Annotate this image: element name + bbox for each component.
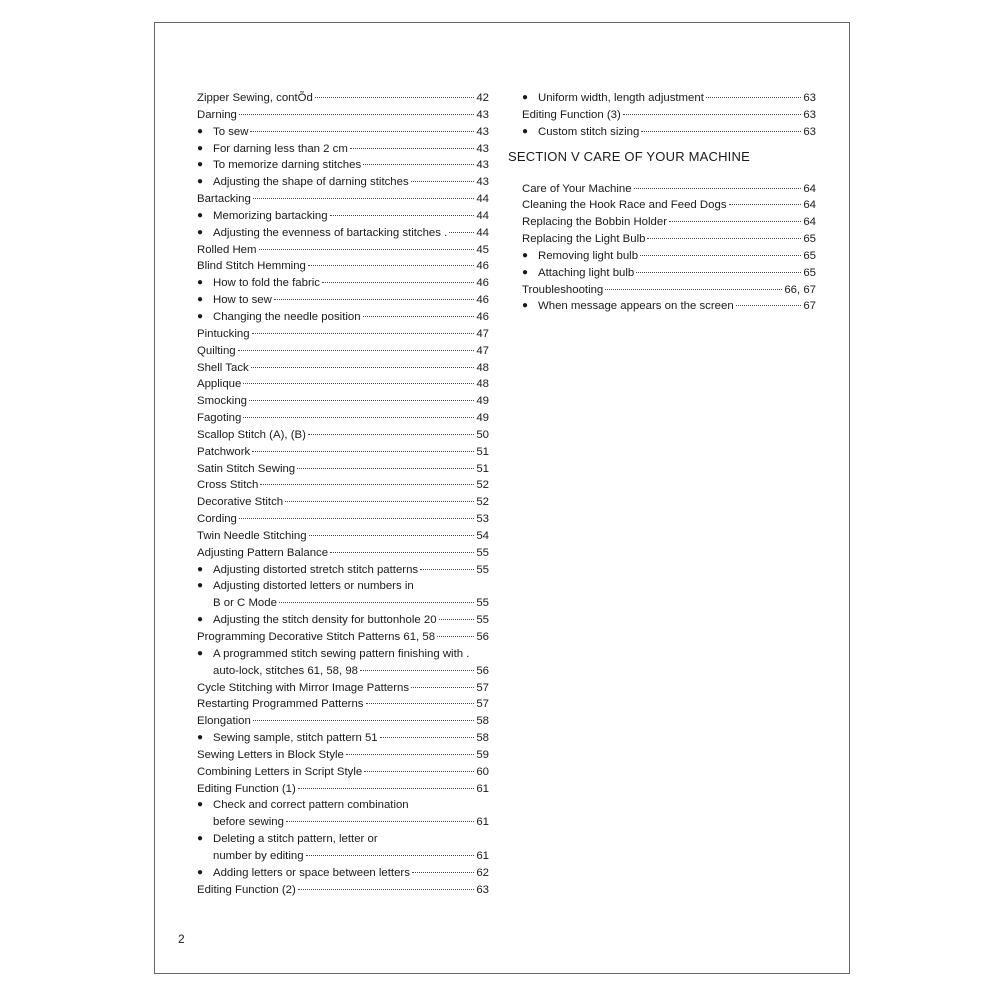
toc-entry-title: Satin Stitch Sewing	[197, 462, 296, 475]
dot-leader	[253, 198, 475, 199]
toc-entry	[197, 528, 489, 545]
toc-entry	[197, 494, 489, 511]
section-heading: SECTION V CARE OF YOUR MACHINE	[508, 148, 750, 164]
toc-entry	[522, 197, 816, 214]
bullet-icon: ●	[197, 125, 204, 137]
toc-subentry	[197, 578, 489, 612]
dot-leader	[243, 383, 474, 384]
toc-entry-title: Cycle Stitching with Mirror Image Patterns	[197, 681, 410, 694]
toc-entry	[197, 360, 489, 377]
bullet-icon: ●	[197, 833, 204, 845]
bullet-icon: ●	[522, 266, 529, 278]
bullet-icon: ●	[197, 563, 204, 575]
toc-entry	[522, 282, 816, 299]
toc-entry-title: Replacing the Bobbin Holder	[522, 216, 668, 229]
toc-page-number: 66, 67	[784, 283, 816, 296]
dot-leader	[623, 114, 802, 115]
toc-page-number: 43	[476, 108, 489, 121]
dot-leader	[315, 97, 474, 98]
dot-leader	[669, 221, 801, 222]
toc-page-number: 63	[476, 883, 489, 896]
bullet-icon: ●	[522, 125, 529, 137]
toc-page-number: 43	[476, 142, 489, 155]
toc-entry	[197, 376, 489, 393]
dot-leader	[252, 451, 474, 452]
toc-page-number: 63	[803, 92, 816, 104]
toc-page-number: 61	[476, 816, 489, 829]
toc-entry-title: How to sew	[213, 294, 272, 307]
toc-entry	[197, 242, 489, 259]
dot-leader	[322, 282, 474, 283]
toc-page-number: 55	[476, 563, 489, 576]
bullet-icon: ●	[197, 310, 204, 322]
toc-subentry	[522, 124, 816, 141]
page-number: 2	[178, 932, 185, 946]
toc-entry	[197, 444, 489, 461]
toc-entry	[197, 629, 489, 646]
bullet-icon: ●	[197, 732, 204, 744]
toc-subentry	[197, 141, 489, 158]
toc-subentry	[197, 174, 489, 191]
dot-leader	[360, 670, 474, 671]
toc-entry	[197, 107, 489, 124]
toc-subentry	[197, 292, 489, 309]
toc-entry-title: B or C Mode	[213, 597, 277, 610]
dot-leader	[249, 400, 474, 401]
toc-entry-title: Memorizing bartacking	[213, 209, 328, 222]
toc-entry-title: When message appears on the screen	[538, 300, 734, 313]
toc-entry	[197, 713, 489, 730]
toc-entry-title: Bartacking	[197, 193, 251, 206]
bullet-icon: ●	[522, 249, 529, 261]
toc-subentry	[197, 612, 489, 629]
toc-page-number: 44	[476, 226, 489, 239]
toc-page-number: 46	[476, 277, 489, 290]
dot-leader	[641, 131, 801, 132]
dot-leader	[298, 889, 475, 890]
dot-leader	[411, 687, 474, 688]
toc-entry-title: Sewing sample, stitch pattern 51	[213, 732, 378, 745]
toc-entry-title: Adjusting the evenness of bartacking stitches .	[213, 226, 448, 239]
toc-page-number: 58	[476, 732, 489, 745]
toc-page-number: 46	[476, 260, 489, 273]
toc-page-number: 65	[803, 249, 816, 262]
dot-leader	[439, 619, 475, 620]
toc-entry-title: Adjusting distorted stretch stitch patterns	[213, 563, 419, 576]
dot-leader	[605, 289, 782, 290]
toc-entry	[197, 258, 489, 275]
toc-entry-title: Custom stitch sizing	[538, 125, 640, 138]
toc-entry	[522, 107, 816, 124]
toc-entry-title: A programmed stitch sewing pattern finishing with .	[213, 647, 470, 660]
toc-entry-title: Pintucking	[197, 327, 250, 340]
toc-entry-title: Editing Function (1)	[197, 782, 296, 795]
toc-entry	[522, 231, 816, 248]
toc-entry	[197, 882, 489, 899]
bullet-icon: ●	[197, 277, 204, 289]
toc-entry-title: Darning	[197, 108, 237, 121]
dot-leader	[412, 872, 474, 873]
dot-leader	[729, 204, 802, 205]
dot-leader	[350, 148, 474, 149]
toc-page-number: 43	[476, 159, 489, 172]
toc-page-number: 55	[476, 546, 489, 559]
toc-entry-title: Adjusting the stitch density for buttonhole 20	[213, 614, 437, 627]
toc-entry-title: auto-lock, stitches 61, 58, 98	[213, 664, 358, 677]
dot-leader	[238, 350, 475, 351]
dot-leader	[308, 265, 474, 266]
toc-page-number: 55	[476, 597, 489, 610]
toc-subentry	[197, 865, 489, 882]
toc-entry-title: Changing the needle position	[213, 310, 361, 323]
dot-leader	[647, 238, 801, 239]
toc-entry-title: Decorative Stitch	[197, 496, 284, 509]
toc-page-number: 65	[803, 266, 816, 279]
dot-leader	[252, 333, 475, 334]
dot-leader	[640, 255, 801, 256]
toc-page-number: 67	[803, 300, 816, 313]
dot-leader	[437, 636, 474, 637]
toc-entry-title: Cording	[197, 513, 237, 526]
toc-page-number: 64	[803, 199, 816, 212]
toc-page-number: 57	[476, 681, 489, 694]
toc-page-number: 65	[803, 233, 816, 246]
toc-entry-title: Deleting a stitch pattern, letter or	[213, 833, 378, 846]
toc-entry-title: Attaching light bulb	[538, 266, 635, 279]
toc-entry-title: Check and correct pattern combination	[213, 799, 409, 812]
toc-subentry	[197, 797, 489, 831]
dot-leader	[251, 367, 475, 368]
toc-entry	[197, 326, 489, 343]
dot-leader	[330, 552, 474, 553]
toc-page-number: 57	[476, 698, 489, 711]
toc-entry-title: before sewing	[213, 816, 284, 829]
dot-leader	[239, 114, 474, 115]
toc-entry	[197, 747, 489, 764]
toc-entry-title: Cross Stitch	[197, 479, 259, 492]
dot-leader	[279, 602, 474, 603]
bullet-icon: ●	[197, 294, 204, 306]
toc-entry-title: How to fold the fabric	[213, 277, 320, 290]
toc-entry-title: Combining Letters in Script Style	[197, 765, 363, 778]
toc-entry-title: Editing Function (2)	[197, 883, 296, 896]
bullet-icon: ●	[197, 614, 204, 626]
toc-page-number: 45	[476, 243, 489, 256]
bullet-icon: ●	[197, 226, 204, 238]
toc-page-number: 44	[476, 209, 489, 222]
dot-leader	[286, 821, 474, 822]
bullet-icon: ●	[197, 647, 204, 659]
toc-page-number: 48	[476, 361, 489, 374]
toc-entry-title: Sewing Letters in Block Style	[197, 748, 344, 761]
toc-entry-title: Patchwork	[197, 445, 251, 458]
toc-page-number: 54	[476, 529, 489, 542]
dot-leader	[636, 272, 801, 273]
toc-entry-title: Applique	[197, 378, 242, 391]
toc-page-number: 51	[476, 462, 489, 475]
toc-entry	[197, 410, 489, 427]
toc-entry-title: Cleaning the Hook Race and Feed Dogs	[522, 199, 727, 212]
toc-entry-title: Programming Decorative Stitch Patterns 61, 58	[197, 631, 436, 643]
dot-leader	[253, 720, 474, 721]
toc-entry	[197, 90, 489, 107]
dot-leader	[274, 299, 474, 300]
bullet-icon: ●	[197, 159, 204, 171]
toc-right-column	[508, 90, 816, 315]
toc-page-number: 61	[476, 782, 489, 795]
toc-entry-title: For darning less than 2 cm	[213, 142, 348, 155]
toc-page-number: 46	[476, 294, 489, 307]
toc-subentry	[197, 225, 489, 242]
bullet-icon: ●	[197, 799, 204, 811]
toc-entry	[197, 545, 489, 562]
dot-leader	[285, 501, 474, 502]
dot-leader	[363, 316, 475, 317]
toc-entry-title: Scallop Stitch (A), (B)	[197, 428, 306, 441]
toc-subentry	[197, 562, 489, 579]
toc-subentry	[522, 265, 816, 282]
dot-leader	[250, 131, 474, 132]
toc-entry	[197, 343, 489, 360]
toc-entry-title: Shell Tack	[197, 361, 249, 374]
dot-leader	[260, 484, 474, 485]
toc-page-number: 56	[476, 664, 489, 677]
toc-entry-title: Editing Function (3)	[522, 108, 621, 121]
toc-subentry	[197, 124, 489, 141]
toc-entry-title: Blind Stitch Hemming	[197, 260, 306, 273]
bullet-icon: ●	[197, 580, 204, 592]
toc-subentry	[197, 208, 489, 225]
toc-subentry	[522, 90, 816, 107]
toc-page-number: 56	[476, 631, 489, 643]
dot-leader	[259, 249, 475, 250]
toc-entry-title: Uniform width, length adjustment	[538, 92, 704, 104]
toc-page-number: 43	[476, 176, 489, 189]
toc-entry-title: Fagoting	[197, 412, 242, 425]
toc-entry	[197, 191, 489, 208]
dot-leader	[411, 181, 475, 182]
toc-page-number: 61	[476, 849, 489, 862]
bullet-icon: ●	[522, 92, 529, 103]
toc-entry	[197, 781, 489, 798]
toc-entry-title: Troubleshooting	[522, 283, 604, 296]
toc-entry-title: Twin Needle Stitching	[197, 529, 307, 542]
dot-leader	[736, 305, 802, 306]
toc-page-number: 62	[476, 866, 489, 879]
toc-subentry	[197, 309, 489, 326]
toc-page-number: 43	[476, 125, 489, 138]
toc-page-number: 59	[476, 748, 489, 761]
toc-entry	[197, 461, 489, 478]
toc-entry-title: Removing light bulb	[538, 249, 639, 262]
dot-leader	[239, 518, 474, 519]
toc-subentry	[522, 298, 816, 315]
dot-leader	[308, 434, 474, 435]
toc-page-number: 48	[476, 378, 489, 391]
bullet-icon: ●	[197, 209, 204, 221]
toc-entry-title: Care of Your Machine	[522, 182, 632, 195]
toc-entry-title: Quilting	[197, 344, 236, 357]
toc-subentry	[197, 730, 489, 747]
toc-subentry	[197, 831, 489, 865]
toc-entry	[197, 764, 489, 781]
toc-entry-title: Adjusting Pattern Balance	[197, 546, 329, 559]
toc-entry	[197, 680, 489, 697]
toc-subentry	[197, 157, 489, 174]
dot-leader	[706, 97, 801, 98]
dot-leader	[330, 215, 475, 216]
dot-leader	[363, 164, 474, 165]
toc-subentry	[197, 275, 489, 292]
toc-page-number: 42	[476, 92, 489, 104]
dot-leader	[243, 417, 474, 418]
toc-page-number: 52	[476, 479, 489, 492]
toc-page-number: 47	[476, 344, 489, 357]
bullet-icon: ●	[197, 142, 204, 154]
toc-page-number: 58	[476, 715, 489, 728]
bullet-icon: ●	[197, 176, 204, 188]
toc-page-number: 64	[803, 182, 816, 195]
toc-page-number: 46	[476, 310, 489, 323]
toc-page-number: 64	[803, 216, 816, 229]
toc-entry	[522, 214, 816, 231]
dot-leader	[346, 754, 474, 755]
dot-leader	[449, 232, 474, 233]
dot-leader	[306, 855, 475, 856]
dot-leader	[634, 188, 802, 189]
toc-entry	[197, 511, 489, 528]
toc-entry-title: Elongation	[197, 715, 251, 728]
dot-leader	[297, 468, 474, 469]
toc-page-number: 53	[476, 513, 489, 526]
toc-page-number: 60	[476, 765, 489, 778]
dot-leader	[366, 703, 475, 704]
toc-entry-title: Zipper Sewing, contÕd	[197, 92, 313, 104]
toc-page-number: 51	[476, 445, 489, 458]
bullet-icon: ●	[197, 866, 204, 878]
toc-entry	[197, 477, 489, 494]
toc-entry-title: Adjusting the shape of darning stitches	[213, 176, 409, 189]
toc-page-number: 49	[476, 412, 489, 425]
toc-entry-title: Rolled Hem	[197, 243, 257, 256]
toc-entry-title: To sew	[213, 125, 249, 138]
toc-entry	[197, 393, 489, 410]
toc-page-number: 52	[476, 496, 489, 509]
dot-leader	[298, 788, 475, 789]
toc-page-number: 55	[476, 614, 489, 627]
toc-left-column	[197, 90, 489, 899]
dot-leader	[309, 535, 475, 536]
toc-entry-title: Restarting Programmed Patterns	[197, 698, 364, 711]
toc-entry-title: number by editing	[213, 849, 304, 862]
bullet-icon: ●	[522, 300, 529, 312]
toc-subentry	[197, 646, 489, 680]
toc-entry-title: Adding letters or space between letters	[213, 866, 410, 879]
toc-entry	[522, 181, 816, 198]
toc-page-number: 63	[803, 125, 816, 138]
dot-leader	[420, 569, 474, 570]
toc-entry-title: To memorize darning stitches	[213, 159, 362, 172]
toc-page-number: 63	[803, 108, 816, 121]
dot-leader	[364, 771, 474, 772]
toc-page-number: 49	[476, 395, 489, 408]
dot-leader	[380, 737, 475, 738]
toc-entry	[197, 427, 489, 444]
toc-subentry	[522, 248, 816, 265]
toc-page-number: 47	[476, 327, 489, 340]
toc-page-number: 44	[476, 193, 489, 206]
toc-page-number: 50	[476, 428, 489, 441]
toc-entry-title: Adjusting distorted letters or numbers in	[213, 580, 414, 593]
toc-entry-title: Replacing the Light Bulb	[522, 233, 646, 246]
toc-entry	[197, 696, 489, 713]
toc-entry-title: Smocking	[197, 395, 248, 408]
